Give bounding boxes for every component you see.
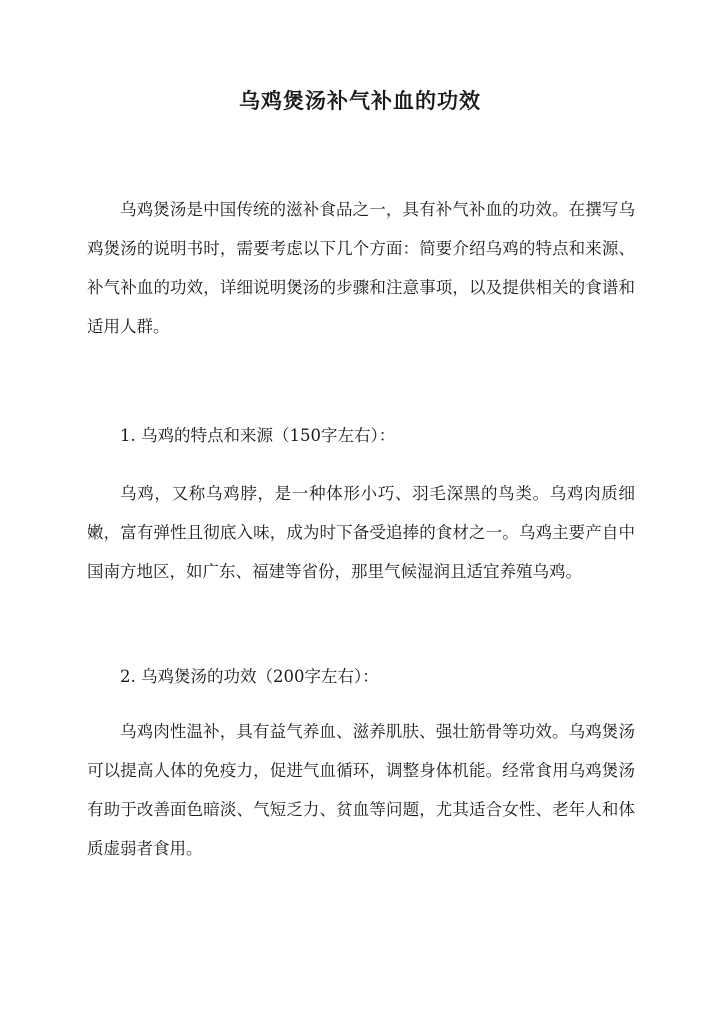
document-title: 乌鸡煲汤补气补血的功效	[239, 88, 481, 113]
section-body-2: 乌鸡肉性温补，具有益气养血、滋养肌肤、强壮筋骨等功效。乌鸡煲汤可以提高人体的免疫力，促进气血循环，调整身体机能。经常食用乌鸡煲汤有助于改善面色暗淡、气短乏力、贫血等问题，尤其适合女性、老年人和体质虚弱者食用。	[87, 722, 635, 858]
section-body-1: 乌鸡，又称乌鸡脖，是一种体形小巧、羽毛深黑的鸟类。乌鸡肉质细嫩，富有弹性且彻底入味，成为时下备受追捧的食材之一。乌鸡主要产自中国南方地区，如广东、福建等省份，那里气候湿润且适宜养殖乌鸡。	[87, 484, 635, 581]
intro-paragraph: 乌鸡煲汤是中国传统的滋补食品之一，具有补气补血的功效。在撰写乌鸡煲汤的说明书时，需要考虑以下几个方面：简要介绍乌鸡的特点和来源、补气补血的功效，详细说明煲汤的步骤和注意事项，以及提供相关的食谱和适用人群。	[87, 200, 635, 336]
section-heading-1: 1. 乌鸡的特点和来源（150字左右）：	[120, 426, 396, 445]
section-heading-2: 2. 乌鸡煲汤的功效（200字左右）：	[120, 667, 379, 686]
